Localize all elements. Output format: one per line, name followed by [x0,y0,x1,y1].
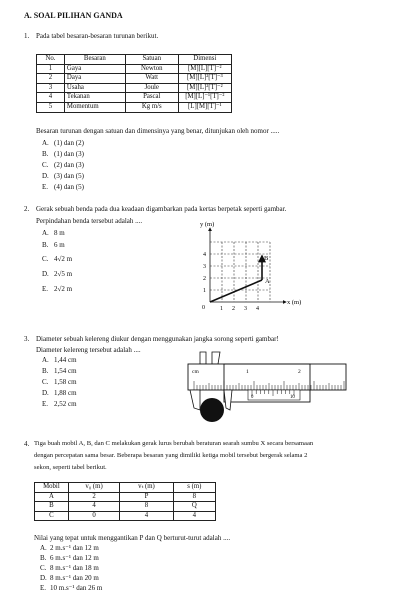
q3-caliper-drawing [186,350,350,426]
table-cell: 8 [120,502,173,512]
table-cell: Watt [125,74,178,84]
q2-grid-graph [190,214,310,314]
q3-option-c[interactable] [42,379,77,386]
q4-option-e[interactable] [40,585,102,592]
q2-option-c[interactable] [42,256,72,263]
option-text: 8 m [54,229,65,237]
table-cell: 0 [68,511,119,521]
y-axis-label: y (m) [200,221,215,228]
q4-text-line3: sekon, seperti tabel berikut. [34,464,107,471]
q3-option-a[interactable] [42,357,77,364]
option-letter: D. [42,172,49,180]
option-text: 6 m.s⁻¹ dan 12 m [50,554,99,562]
option-letter: B. [42,150,49,158]
vernier-label: 10 [290,395,295,400]
option-text: 8 m.s⁻¹ dan 20 m [50,574,99,582]
q4-option-c[interactable] [40,565,99,572]
option-letter: B. [42,367,49,375]
table-cell: Newton [125,64,178,74]
option-letter: D. [40,574,47,582]
option-text: 8 m.s⁻¹ dan 18 m [50,564,99,572]
q2-number: 2. [24,205,30,213]
table-cell: 2 [37,74,65,84]
option-letter: C. [42,255,49,263]
table-cell: B [35,502,69,512]
option-text: 2,52 cm [54,400,77,408]
lower-jaw-fixed [190,390,200,410]
q2-question: Perpindahan benda tersebut adalah .... [36,217,143,225]
header-cell: s (m) [173,483,215,493]
lower-jaw-sliding [224,390,232,410]
y-tick: 1 [203,288,206,294]
table-cell: 4 [173,511,215,521]
x-tick: 4 [256,306,259,312]
y-tick: 3 [203,264,206,270]
table-cell: 8 [173,492,215,502]
table-cell: Q [173,502,215,512]
q1-option-b[interactable] [42,151,84,158]
option-letter: A. [42,356,49,364]
q1-text: Pada tabel besaran-besaran turunan berikut. [36,32,159,40]
header-cell: Satuan [125,55,178,65]
option-letter: A. [40,544,47,552]
option-text: 2√2 m [54,285,73,293]
option-letter: C. [42,378,49,386]
y-tick: 2 [203,276,206,282]
table-cell: 1 [37,64,65,74]
q4-option-a[interactable] [40,545,99,552]
header-cell: vₜ (m) [120,483,173,493]
q4-question: Nilai yang tepat untuk menggantikan P dan Q berturut-turut adalah .... [34,534,231,542]
option-text: 1,54 cm [54,367,77,375]
x-axis-label: x (m) [287,299,302,306]
table-cell: 2 [68,492,119,502]
x-tick: 3 [244,306,247,312]
main-scale-beam [188,364,346,390]
option-text: 4√2 m [54,255,73,263]
q3-question: Diameter kelereng tersebut adalah .... [36,346,141,354]
q3-text: Diameter sebuah kelereng diukur dengan menggunakan jangka sorong seperti gambar! [36,335,279,343]
origin-label: 0 [202,305,205,311]
option-letter: E. [40,584,47,592]
table-cell: P [120,492,173,502]
table-row [37,64,232,74]
path-line-origin-to-a [210,280,262,302]
q1-table [36,54,232,113]
option-letter: E. [42,285,49,293]
upper-jaw-sliding [212,352,220,364]
table-cell: 4 [120,511,173,521]
marble-ball [200,398,224,422]
option-text: 1,44 cm [54,356,77,364]
x-tick: 2 [232,306,235,312]
table-cell: C [35,511,69,521]
option-text: 10 m.s⁻¹ dan 26 m [50,584,103,592]
table-row [35,511,216,521]
table-row [37,83,232,93]
header-cell: v₀ (m) [68,483,119,493]
q3-option-b[interactable] [42,368,77,375]
option-text: 2√5 m [54,270,73,278]
q3-number: 3. [24,335,30,343]
table-row [35,502,216,512]
y-tick: 4 [203,252,206,258]
option-letter: C. [40,564,47,572]
q4-number: 4. [24,440,30,448]
option-letter: B. [42,241,49,249]
main-scale-label: 2 [298,369,301,375]
option-letter: C. [42,161,49,169]
q4-table [34,482,216,521]
option-letter: A. [42,229,49,237]
option-text: (3) dan (5) [54,172,84,180]
table-row [35,492,216,502]
option-letter: D. [42,389,49,397]
table-cell: Usaha [64,83,125,93]
q1-option-c[interactable] [42,162,84,169]
option-text: (1) dan (3) [54,150,84,158]
q1-option-e[interactable] [42,184,84,191]
header-cell: Mobil [35,483,69,493]
option-text: 1,88 cm [54,389,77,397]
table-cell: 5 [37,102,65,112]
q2-option-e[interactable] [42,286,72,293]
q3-option-d[interactable] [42,390,77,397]
q1-question: Besaran turunan dengan satuan dan dimensinya yang benar, ditunjukan oleh nomor ..... [36,127,280,135]
header-cell: Besaran [64,55,125,65]
option-text: (2) dan (3) [54,161,84,169]
q1-option-a[interactable] [42,140,84,147]
table-cell: Momentum [64,102,125,112]
vernier-label: 0 [251,395,254,400]
option-text: 2 m.s⁻¹ dan 12 m [50,544,99,552]
option-letter: D. [42,270,49,278]
option-letter: A. [42,139,49,147]
option-text: 6 m [54,241,65,249]
table-cell: 4 [37,93,65,103]
table-header-row [37,55,232,65]
q4-text-line2: dengan percepatan sama besar. Beberapa besaran yang dimiliki ketiga mobil tersebut bergerak selama 2 [34,452,308,459]
option-text: (4) dan (5) [54,183,84,191]
option-text: 1,58 cm [54,378,77,386]
table-cell: Kg m/s [125,102,178,112]
section-title: A. SOAL PILIHAN GANDA [24,11,123,20]
q1-option-d[interactable] [42,173,84,180]
table-cell: 3 [37,83,65,93]
table-cell: A [35,492,69,502]
table-cell: [M][L][T]⁻² [178,64,231,74]
point-a-label: A [265,278,270,285]
q1-number: 1. [24,32,30,40]
header-cell: No. [37,55,65,65]
option-letter: B. [40,554,47,562]
q2-text: Gerak sebuah benda pada dua keadaan digambarkan pada kertas berpetak seperti gambar. [36,205,287,213]
point-b-label: B [264,255,269,262]
table-row [37,93,232,103]
option-letter: E. [42,183,49,191]
q2-option-d[interactable] [42,271,72,278]
table-cell: Daya [64,74,125,84]
table-cell: [M][L]²[T]⁻³ [178,74,231,84]
x-tick: 1 [220,306,223,312]
option-text: (1) dan (2) [54,139,84,147]
q4-option-b[interactable] [40,555,99,562]
table-cell: Tekanan [64,93,125,103]
grid-lines [210,242,270,302]
table-cell: Gaya [64,64,125,74]
unit-label: cm [192,369,199,375]
upper-jaw-fixed [200,352,206,364]
table-cell: Pascal [125,93,178,103]
header-cell: Dimensi [178,55,231,65]
q4-option-d[interactable] [40,575,99,582]
table-header-row [35,483,216,493]
option-letter: E. [42,400,49,408]
table-cell: Joule [125,83,178,93]
q4-text-line1: Tiga buah mobil A, B, dan C melakukan gerak lurus berubah beraturan searah sumbu X secara bersamaan [34,440,314,447]
table-cell: [M][L]²[T]⁻² [178,83,231,93]
table-row [37,102,232,112]
table-row [37,74,232,84]
q3-option-e[interactable] [42,401,77,408]
table-cell: [M][L]⁻¹[T]⁻² [178,93,231,103]
main-scale-label: 1 [246,369,249,375]
table-cell: 4 [68,502,119,512]
table-cell: [L][M][T]⁻¹ [178,102,231,112]
q2-option-b[interactable] [42,242,65,249]
q2-option-a[interactable] [42,230,65,237]
